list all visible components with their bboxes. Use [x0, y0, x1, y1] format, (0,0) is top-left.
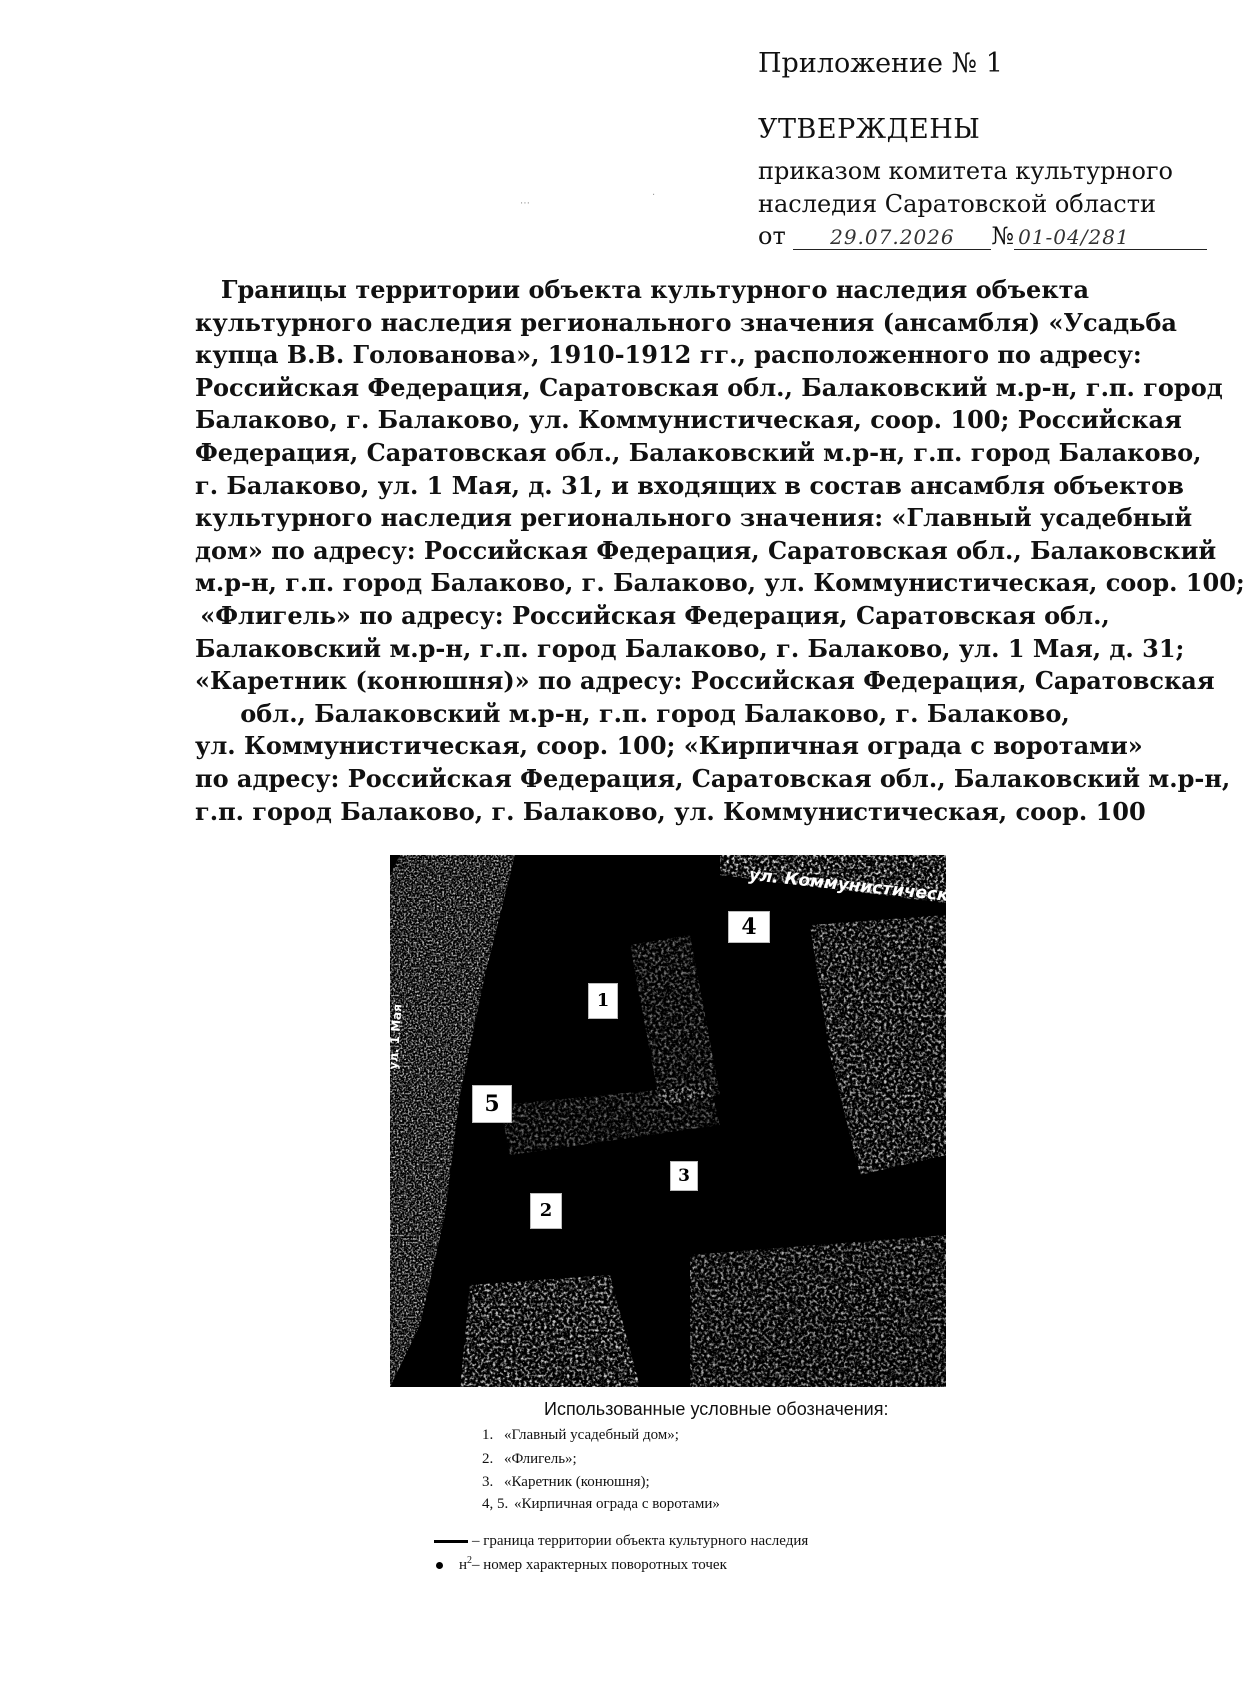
title-line: купца В.В. Голованова», 1910-1912 гг., расположенного по адресу: — [195, 340, 1142, 370]
title-line: Федерация, Саратовская обл., Балаковский м.р-н, г.п. город Балаково, — [195, 437, 1202, 467]
map-marker-1: 1 — [588, 983, 618, 1019]
title-line: Границы территории объекта культурного наследия объекта — [220, 275, 1090, 304]
title-line: Балаковский м.р-н, г.п. город Балаково, г. Балаково, ул. 1 Мая, д. 31; — [195, 633, 1185, 663]
point-dot-icon — [436, 1562, 443, 1569]
boundary-symbol-row — [434, 1533, 808, 1550]
boundary-line-icon — [434, 1540, 468, 1543]
title-line: культурного наследия регионального значения (ансамбля) «Усадьба — [195, 307, 1177, 337]
legend-item-text: «Флигель»; — [504, 1451, 577, 1467]
legend-item-number: 2. — [482, 1451, 494, 1467]
title-line: Балаково, г. Балаково, ул. Коммунистическая, соор. 100; Российская — [195, 405, 1182, 435]
title-line: «Флигель» по адресу: Российская Федерация, Саратовская обл., — [200, 600, 1110, 630]
title-line: «Каретник (конюшня)» по адресу: Российская Федерация, Саратовская — [195, 666, 1215, 696]
map-marker-5: 5 — [472, 1085, 512, 1123]
title-line: г.п. город Балаково, г. Балаково, ул. Коммунистическая, соор. 100 — [195, 796, 1146, 826]
legend-item-text: «Главный усадебный дом»; — [504, 1427, 679, 1443]
street-label-top: ул. Коммунистическая — [747, 865, 972, 909]
scan-mark: · — [652, 190, 656, 201]
legend-title: Использованные условные обозначения: — [544, 1399, 889, 1419]
title-line: ул. Коммунистическая, соор. 100; «Кирпичная ограда с воротами» — [195, 731, 1143, 761]
order-line-2: наследия Саратовской области — [758, 190, 1157, 218]
appendix-label: Приложение № 1 — [758, 48, 1003, 79]
point-label: н — [459, 1557, 468, 1573]
approved-label: УТВЕРЖДЕНЫ — [758, 114, 981, 145]
point-symbol-row — [434, 1555, 727, 1574]
title-line: обл., Балаковский м.р-н, г.п. город Балаково, г. Балаково, — [240, 698, 1070, 728]
title-line: м.р-н, г.п. город Балаково, г. Балаково, ул. Коммунистическая, соор. 100; — [195, 568, 1245, 598]
title-line: культурного наследия регионального значения: «Главный усадебный — [195, 503, 1193, 533]
legend-item-number: 4, 5. — [482, 1496, 509, 1512]
boundary-text: – граница территории объекта культурного наследия — [472, 1533, 809, 1549]
map-marker-2: 2 — [530, 1193, 562, 1229]
order-line-1: приказом комитета культурного — [758, 157, 1173, 185]
order-date: 29.07.2026 — [793, 225, 991, 250]
point-sup: 2 — [467, 1555, 473, 1566]
legend-item — [482, 1451, 577, 1468]
legend-item-number: 3. — [482, 1474, 494, 1490]
legend-item — [482, 1427, 679, 1444]
title-line: дом» по адресу: Российская Федерация, Саратовская обл., Балаковский — [195, 535, 1217, 565]
legend-item — [482, 1474, 650, 1491]
from-prefix: от — [758, 222, 786, 250]
legend-item — [482, 1496, 720, 1513]
document-title — [195, 274, 1245, 828]
title-line: г. Балаково, ул. 1 Мая, д. 31, и входящих в состав ансамбля объектов — [195, 470, 1184, 500]
title-line: Российская Федерация, Саратовская обл., Балаковский м.р-н, г.п. город — [195, 372, 1223, 402]
map-marker-4: 4 — [728, 911, 770, 943]
legend-item-number: 1. — [482, 1427, 494, 1443]
street-label-left: ул. 1 Мая — [386, 1003, 405, 1070]
order-date-number-line — [758, 222, 1207, 250]
order-number: 01-04/281 — [1014, 225, 1207, 250]
map-marker-3: 3 — [670, 1161, 698, 1191]
title-line: по адресу: Российская Федерация, Саратовская обл., Балаковский м.р-н, — [195, 763, 1231, 793]
number-prefix: № — [991, 222, 1015, 250]
legend-item-text: «Каретник (конюшня); — [504, 1474, 650, 1490]
point-text: – номер характерных поворотных точек — [472, 1557, 727, 1573]
aerial-map — [386, 855, 972, 1387]
legend-item-text: «Кирпичная ограда с воротами» — [514, 1496, 720, 1512]
scan-mark: ⋯ — [520, 198, 530, 209]
